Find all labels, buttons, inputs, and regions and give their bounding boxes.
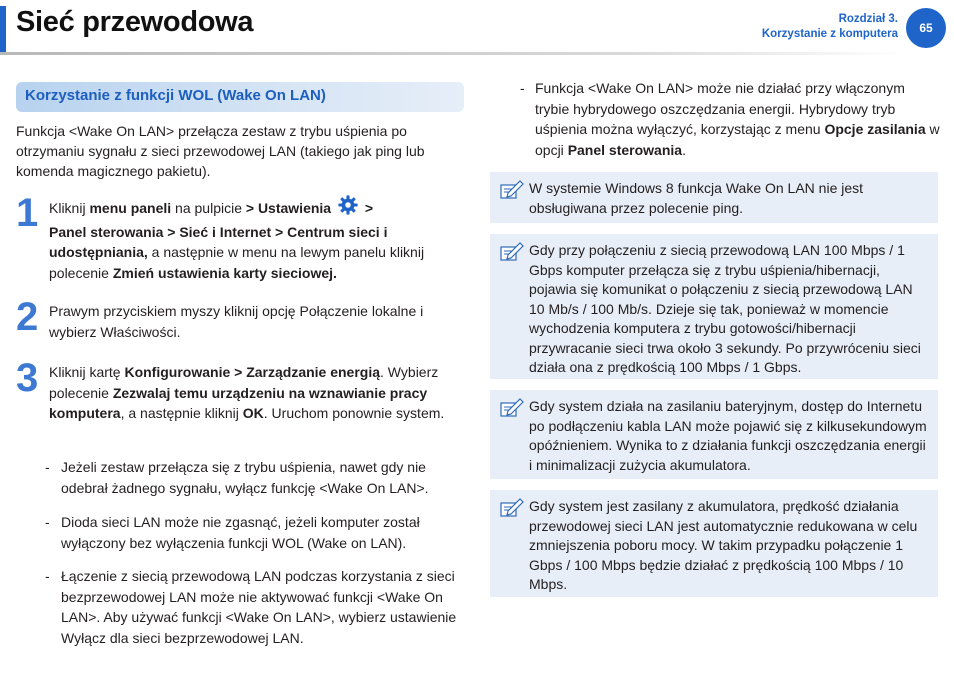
step-number-3: 3 — [16, 356, 39, 400]
step-1-text: Kliknij menu paneli na pulpicie > Ustawienia > Panel sterowania > Sieć i Internet > Centrum sieci i udostępniania, a następnie w menu na lewym panelu kliknij polecenie Zmień ustawienia karty sieciowej. — [49, 197, 469, 283]
chapter-number: Rozdział 3. — [838, 13, 898, 25]
note-pencil-icon — [499, 396, 525, 424]
note-pencil-icon — [499, 178, 525, 206]
page-number-badge: 65 — [906, 8, 946, 48]
note-box: Gdy system jest zasilany z akumulatora, prędkość działania przewodowej sieci LAN jest automatycznie redukowana w celu zmniejszenia poboru mocy. W takim przypadku połączenie 1 Gbps / 100 Mbps będzie działać z prędkością 100 Mbps / 10 Mbps. — [490, 490, 938, 597]
note-box: Gdy przy połączeniu z siecią przewodową LAN 100 Mbps / 1 Gbps komputer przełącza się z trybu uśpienia/hibernacji, pojawia się komunikat o połączeniu z siecią przewodową LAN 10 Mb/s / 100 Mb/s. Dzieje się tak, ponieważ w momencie wychodzenia komputera z trybu gotowości/hibernacji przywracanie sieci trwa około 3 sekundy. Po przywróceniu sieci działa ona z prędkością 100 Mbps / 1 Gbps. — [490, 234, 938, 379]
chapter-title: Korzystanie z komputera — [761, 28, 898, 40]
header-divider — [0, 52, 905, 55]
list-item: - Dioda sieci LAN może nie zgasnąć, jeżeli komputer został wyłączony bez wyłączenia funkcji WOL (Wake on LAN). — [45, 514, 420, 551]
section-heading: Korzystanie z funkcji WOL (Wake On LAN) — [16, 82, 464, 112]
note-box: W systemie Windows 8 funkcja Wake On LAN nie jest obsługiwana przez polecenie ping. — [490, 172, 938, 223]
step-2-text: Prawym przyciskiem myszy kliknij opcję Połączenie lokalne i wybierz Właściwości. — [49, 303, 424, 340]
note-pencil-icon — [499, 240, 525, 268]
chapter-label — [762, 12, 898, 42]
list-item: - Łączenie z siecią przewodową LAN podczas korzystania z sieci bezprzewodowej LAN może nie aktywować funkcji <Wake On LAN>. Aby używać funkcji <Wake On LAN>, wybierz ustawienie Wyłącz dla sieci bezprzewodowej LAN. — [45, 568, 457, 646]
gear-icon — [337, 194, 359, 222]
intro-paragraph: Funkcja <Wake On LAN> przełącza zestaw z trybu uśpienia po otrzymaniu sygnału z sieci przewodowej LAN (takiego jak ping lub komenda magicznego pakietu). — [16, 123, 425, 179]
list-item: - Funkcja <Wake On LAN> może nie działać przy włączonym trybie hybrydowego oszczędzania energii. Hybrydowy tryb uśpienia można wyłączyć, korzystając z menu Opcje zasilania w opcji Panel sterowania. — [520, 80, 940, 158]
step-number-1: 1 — [16, 191, 39, 235]
list-item: - Jeżeli zestaw przełącza się z trybu uśpienia, nawet gdy nie odebrał żadnego sygnału, wyłącz funkcję <Wake On LAN>. — [45, 459, 429, 496]
title-accent-bar — [0, 6, 6, 52]
step-number-2: 2 — [16, 295, 39, 339]
note-box: Gdy system działa na zasilaniu bateryjnym, dostęp do Internetu po podłączeniu kabla LAN może pojawić się z kilkusekundowym opóźnieniem. Wynika to z działania funkcji oszczędzania energii i minimalizacji zużycia akumulatora. — [490, 390, 938, 479]
step-3-text: Kliknij kartę Konfigurowanie > Zarządzanie energią. Wybierz polecenie Zezwalaj temu urządzeniu na wznawianie pracy komputera, a następnie kliknij OK. Uruchom ponownie system. — [49, 364, 445, 421]
note-pencil-icon — [499, 496, 525, 524]
page-title: Sieć przewodowa — [16, 6, 254, 38]
